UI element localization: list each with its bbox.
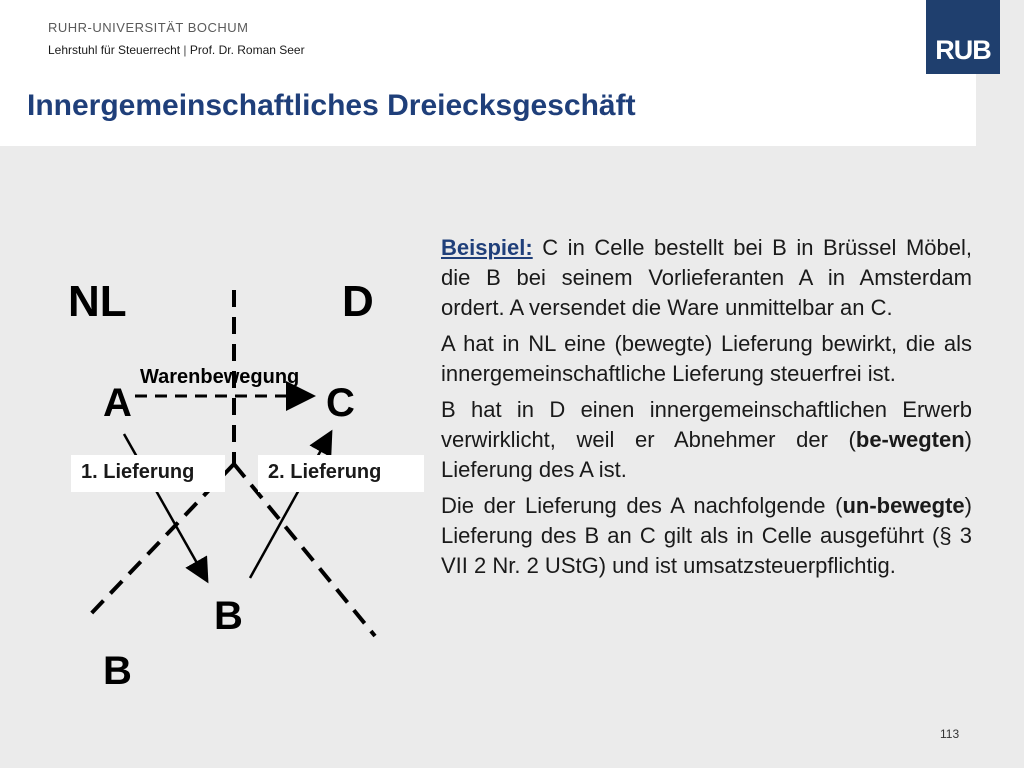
paragraph-b: [441, 395, 972, 485]
country-nl: NL: [68, 277, 127, 326]
country-d: D: [342, 277, 374, 326]
explanation-text: [441, 233, 972, 587]
node-c: C: [326, 381, 355, 425]
movement-label: Warenbewegung: [140, 366, 300, 388]
chair-name: Lehrstuhl für Steuerrecht: [48, 43, 181, 57]
delivery-2-label: 2. Lieferung: [258, 455, 424, 492]
paragraph-c: [441, 491, 972, 581]
p4-part-c: ) Lieferung des B an C gilt als in Celle ausgeführt (§ 3 VII 2 Nr. 2 UStG) und ist umsatzsteuerpflichtig.: [441, 493, 972, 578]
university-name: RUHR-UNIVERSITÄT BOCHUM: [48, 20, 249, 35]
node-a: A: [103, 381, 132, 425]
p4-bold: un-bewegte: [842, 493, 965, 518]
p3-bold: be-wegten: [855, 427, 965, 452]
p3-part-a: B hat in D einen innergemeinschaftlichen Erwerb verwirklicht, weil er Abnehmer der (: [441, 397, 972, 452]
separator: |: [183, 43, 187, 57]
p3-part-c: ) Lieferung des A ist.: [441, 427, 972, 482]
rub-logo: [926, 0, 1000, 74]
slide-header: [0, 0, 976, 146]
example-label: Beispiel:: [441, 235, 533, 260]
paragraph-example: [441, 233, 972, 323]
p4-part-a: Die der Lieferung des A nachfolgende (: [441, 493, 843, 518]
example-body: C in Celle bestellt bei B in Brüssel Möbel, die B bei seinem Vorlieferanten A in Amsterdam ordert. A versendet die Ware unmittelbar an C.: [441, 235, 972, 320]
slide-title: Innergemeinschaftliches Dreiecksgeschäft: [27, 89, 636, 122]
triangle-diagram: [0, 146, 430, 746]
delivery-1-label: 1. Lieferung: [71, 455, 225, 492]
node-b-inner: B: [214, 594, 243, 638]
node-b-outer: B: [103, 649, 132, 693]
page-number: 113: [940, 727, 960, 741]
logo-text: RUB: [935, 35, 991, 65]
chair-line: [48, 43, 305, 57]
paragraph-a: A hat in NL eine (bewegte) Lieferung bewirkt, die als innergemeinschaftliche Lieferung steuerfrei ist.: [441, 331, 972, 386]
professor-name: Prof. Dr. Roman Seer: [189, 43, 305, 57]
